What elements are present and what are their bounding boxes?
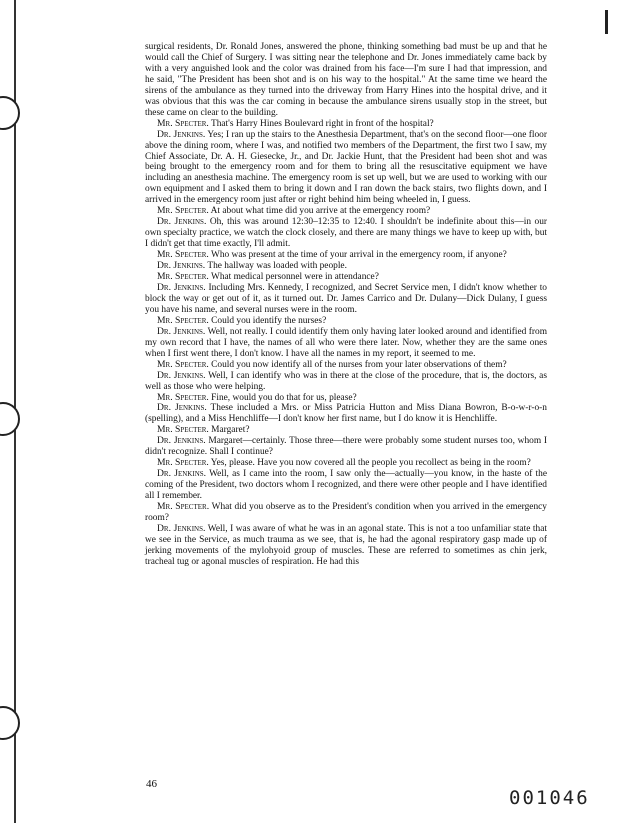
speaker-label: Dr. Jenkins. [157, 128, 206, 140]
paragraph-text: Margaret—certainly. Those three—there were probably some student nurses too, whom I didn't recognize. Shall I continue? [145, 436, 548, 458]
testimony-paragraph [145, 524, 547, 568]
paragraph-text: Well, not really. I could identify them only having later looked around and identified from my own record that I have, the names of all who were there later. Now, whether they are the same ones when I first went there, I don't know. I have all the names in my report, it seemed to me. [145, 326, 547, 359]
testimony-text [145, 42, 547, 568]
paragraph-text: Oh, this was around 12:30–12:35 to 12:40. I shouldn't be indefinite about this—in our own specialty practice, we watch the clock closely, and there are many things we have to keep up with, but I didn't get that time exactly, I'll admit. [145, 217, 548, 250]
testimony-paragraph [145, 119, 547, 130]
edge-mark [605, 10, 608, 34]
paragraph-text: At about what time did you arrive at the emergency room? [210, 206, 431, 217]
speaker-label: Mr. Specter. [157, 457, 209, 469]
speaker-label: Mr. Specter. [157, 314, 209, 326]
paragraph-text: Could you identify the nurses? [211, 315, 327, 326]
speaker-label: Mr. Specter. [157, 205, 209, 217]
speaker-label: Mr. Specter. [157, 501, 210, 513]
speaker-label: Mr. Specter. [157, 117, 209, 129]
binder-hole-bottom [0, 706, 20, 740]
testimony-paragraph [145, 469, 547, 502]
speaker-label: Mr. Specter. [157, 391, 209, 403]
paragraph-text: Well, as I came into the room, I saw only the—actually—you know, in the haste of the coming of the President, two doctors whom I recognized, and there were other people and I have identified all I remember. [145, 469, 547, 502]
binder-hole-middle [0, 402, 20, 436]
paragraph-text: Yes, please. Have you now covered all the people you recollect as being in the room? [210, 458, 531, 469]
page-number: 46 [146, 778, 157, 790]
speaker-label: Mr. Specter. [157, 424, 209, 436]
speaker-label: Dr. Jenkins. [157, 369, 206, 381]
paragraph-text: Margaret? [211, 425, 250, 436]
speaker-label: Dr. Jenkins. [157, 260, 206, 272]
paragraph-text: These included a Mrs. or Miss Patricia Hutton and Miss Diana Bowron, B-o-w-r-o-n (spelling), and a Miss Henchliffe—I don't know her first name, but I do know it is Henchliffe. [145, 403, 547, 425]
paragraph-text: What did you observe as to the President's condition when you arrived in the emergency room? [145, 502, 547, 523]
speaker-label: Dr. Jenkins. [157, 216, 207, 228]
testimony-paragraph [145, 502, 547, 524]
paragraph-text: Well, I can identify who was in there at the close of the procedure, that is, the doctors, as well as those who were helping. [145, 370, 547, 392]
binder-hole-top [0, 96, 20, 130]
speaker-label: Dr. Jenkins. [157, 402, 207, 414]
speaker-label: Dr. Jenkins. [157, 325, 206, 337]
paragraph-text: surgical residents, Dr. Ronald Jones, answered the phone, thinking something bad must be up and that he would call the Chief of Surgery. I was sitting near the telephone and Dr. Jones immediately came back by with a very anguished look and the color was drained from his face—I'm sure I had that impression, and he said, "The President has been shot and is on his way to the hospital." At the same time we heard the sirens of the ambulance as they turned into the driveway from Harry Hines into the hospital drive, and it was obvious that this was the car coming in because the ambulance sirens usually stop in the street, but these came on clear to the building. [145, 42, 547, 118]
paragraph-text: Well, I was aware of what he was in an agonal state. This is not a too unfamiliar state that we see in the Service, as much trauma as we see, that is, he had the agonal respiratory gasp made up of jerking movements of the mylohyoid group of muscles. These are referred to sometimes as chin jerk, tracheal tug or agonal muscles of respiration. He had this [145, 523, 547, 567]
testimony-paragraph [145, 130, 547, 207]
speaker-label: Dr. Jenkins. [157, 522, 206, 534]
document-stamp-number: 001046 [509, 787, 590, 809]
testimony-paragraph [145, 327, 547, 360]
speaker-label: Mr. Specter. [157, 271, 209, 283]
speaker-label: Dr. Jenkins. [157, 468, 207, 480]
paragraph-text: Who was present at the time of your arrival in the emergency room, if anyone? [210, 250, 507, 261]
testimony-paragraph [145, 283, 547, 316]
testimony-paragraph [145, 403, 547, 425]
paragraph-text: Yes; I ran up the stairs to the Anesthesia Department, that's on the second floor—one floor above the dining room, where I was, and notified two members of the Department, the first two I saw, my Chief Associate, Dr. A. H. Giesecke, Jr., and Dr. Jackie Hunt, that the President had been shot and was being brought to the emergency room and for them to bring all the resuscitative equipment we have including an anesthesia machine. The emergency room is set up well, but we are used to working with our own equipment and I asked them to bring it down and I ran down the back stairs, two flights down, and I arrived in the emergency room just after or right behind him being wheeled in, I guess. [145, 129, 547, 206]
testimony-paragraph [145, 250, 547, 261]
speaker-label: Dr. Jenkins. [157, 281, 206, 293]
testimony-paragraph [145, 371, 547, 393]
paragraph-text: The hallway was loaded with people. [207, 261, 347, 272]
speaker-label: Mr. Specter. [157, 249, 209, 261]
paragraph-text: Could you now identify all of the nurses from your later observations of them? [211, 359, 507, 370]
testimony-paragraph [145, 42, 547, 119]
speaker-label: Dr. Jenkins. [157, 435, 206, 447]
speaker-label: Mr. Specter. [157, 358, 209, 370]
testimony-paragraph [145, 436, 547, 458]
testimony-paragraph [145, 217, 547, 250]
paragraph-text: Fine, would you do that for us, please? [211, 392, 357, 403]
paragraph-text: Including Mrs. Kennedy, I recognized, and Secret Service men, I didn't know whether to block the way or get out of it, as it turned out. Dr. James Carrico and Dr. Dulany—Dick Dulany, I guess you have his name, and several nurses were in the room. [145, 282, 547, 315]
paragraph-text: That's Harry Hines Boulevard right in front of the hospital? [210, 118, 434, 129]
paragraph-text: What medical personnel were in attendance? [210, 272, 379, 283]
